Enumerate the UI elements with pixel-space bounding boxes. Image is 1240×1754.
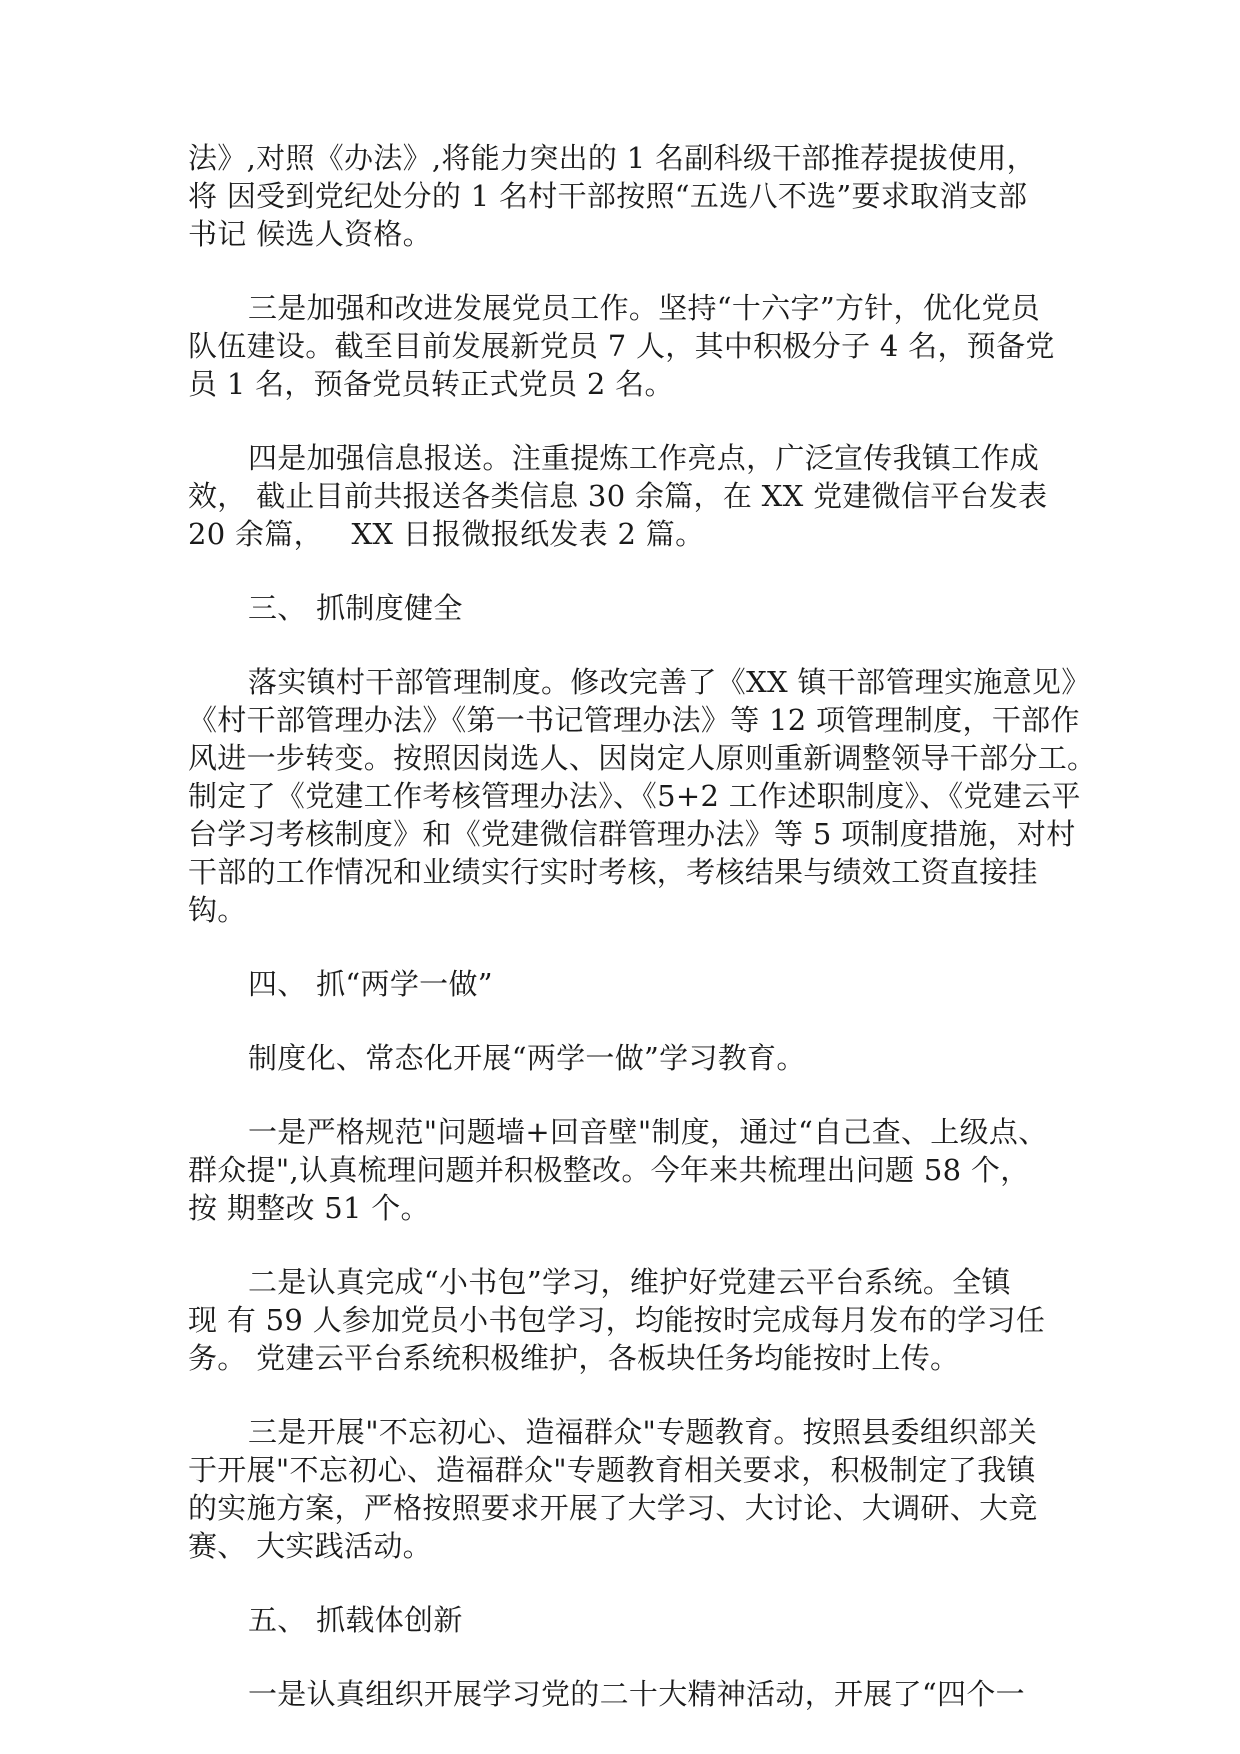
paragraph-line: 一是严格规范"问题墙+回音壁"制度，通过“自己查、上级点、 xyxy=(248,1115,1048,1149)
section-heading: 五、 抓载体创新 xyxy=(248,1603,463,1637)
paragraph-line: 三是加强和改进发展党员工作。坚持“十六字”方针，优化党员 xyxy=(248,291,1041,325)
paragraph-line: 一是认真组织开展学习党的二十大精神活动，开展了“四个一 xyxy=(248,1677,1025,1711)
paragraph-line: 队伍建设。截至目前发展新党员 7 人，其中积极分子 4 名，预备党 xyxy=(188,329,1055,363)
paragraph-line: 制定了《党建工作考核管理办法》、《5+2 工作述职制度》、《党建云平 xyxy=(188,779,1081,813)
section-heading: 三、 抓制度健全 xyxy=(248,591,463,625)
paragraph-line: 现 有 59 人参加党员小书包学习，均能按时完成每月发布的学习任 xyxy=(188,1303,1046,1337)
paragraph-line: 将 因受到党纪处分的 1 名村干部按照“五选八不选”要求取消支部 xyxy=(188,179,1028,213)
paragraph-line: 务。 党建云平台系统积极维护，各板块任务均能按时上传。 xyxy=(188,1341,960,1375)
paragraph-line: 四是加强信息报送。注重提炼工作亮点，广泛宣传我镇工作成 xyxy=(248,441,1040,475)
paragraph-line: 台学习考核制度》和《党建微信群管理办法》等 5 项制度措施，对村 xyxy=(188,817,1076,851)
paragraph-line: 钩。 xyxy=(188,893,247,927)
paragraph-line: 群众提",认真梳理问题并积极整改。今年来共梳理出问题 58 个， xyxy=(188,1153,1030,1187)
paragraph-line: 三是开展"不忘初心、造福群众"专题教育。按照县委组织部关 xyxy=(248,1415,1038,1449)
paragraph-line: 法》,对照《办法》,将能力突出的 1 名副科级干部推荐提拔使用， xyxy=(188,141,1036,175)
paragraph-line: 《村干部管理办法》《第一书记管理办法》等 12 项管理制度，干部作 xyxy=(188,703,1080,737)
paragraph-line: 制度化、常态化开展“两学一做”学习教育。 xyxy=(248,1041,806,1075)
paragraph-line: 按 期整改 51 个。 xyxy=(188,1191,430,1225)
paragraph-line: 于开展"不忘初心、造福群众"专题教育相关要求，积极制定了我镇 xyxy=(188,1453,1036,1487)
paragraph-line: 书记 候选人资格。 xyxy=(188,217,432,251)
paragraph-line: 赛、 大实践活动。 xyxy=(188,1529,432,1563)
section-heading: 四、 抓“两学一做” xyxy=(248,967,493,1001)
paragraph-line: 效， 截止目前共报送各类信息 30 余篇，在 XX 党建微信平台发表 xyxy=(188,479,1048,513)
paragraph-line: 的实施方案，严格按照要求开展了大学习、大讨论、大调研、大竞 xyxy=(188,1491,1038,1525)
paragraph-line: 20 余篇， XX 日报微报纸发表 2 篇。 xyxy=(188,517,705,551)
paragraph-line: 干部的工作情况和业绩实行实时考核，考核结果与绩效工资直接挂 xyxy=(188,855,1038,889)
paragraph-line: 风进一步转变。按照因岗选人、因岗定人原则重新调整领导干部分工。 xyxy=(188,741,1097,775)
paragraph-line: 落实镇村干部管理制度。修改完善了《XX 镇干部管理实施意见》 xyxy=(248,665,1091,699)
paragraph-line: 员 1 名，预备党员转正式党员 2 名。 xyxy=(188,367,674,401)
paragraph-line: 二是认真完成“小书包”学习，维护好党建云平台系统。全镇 xyxy=(248,1265,1011,1299)
